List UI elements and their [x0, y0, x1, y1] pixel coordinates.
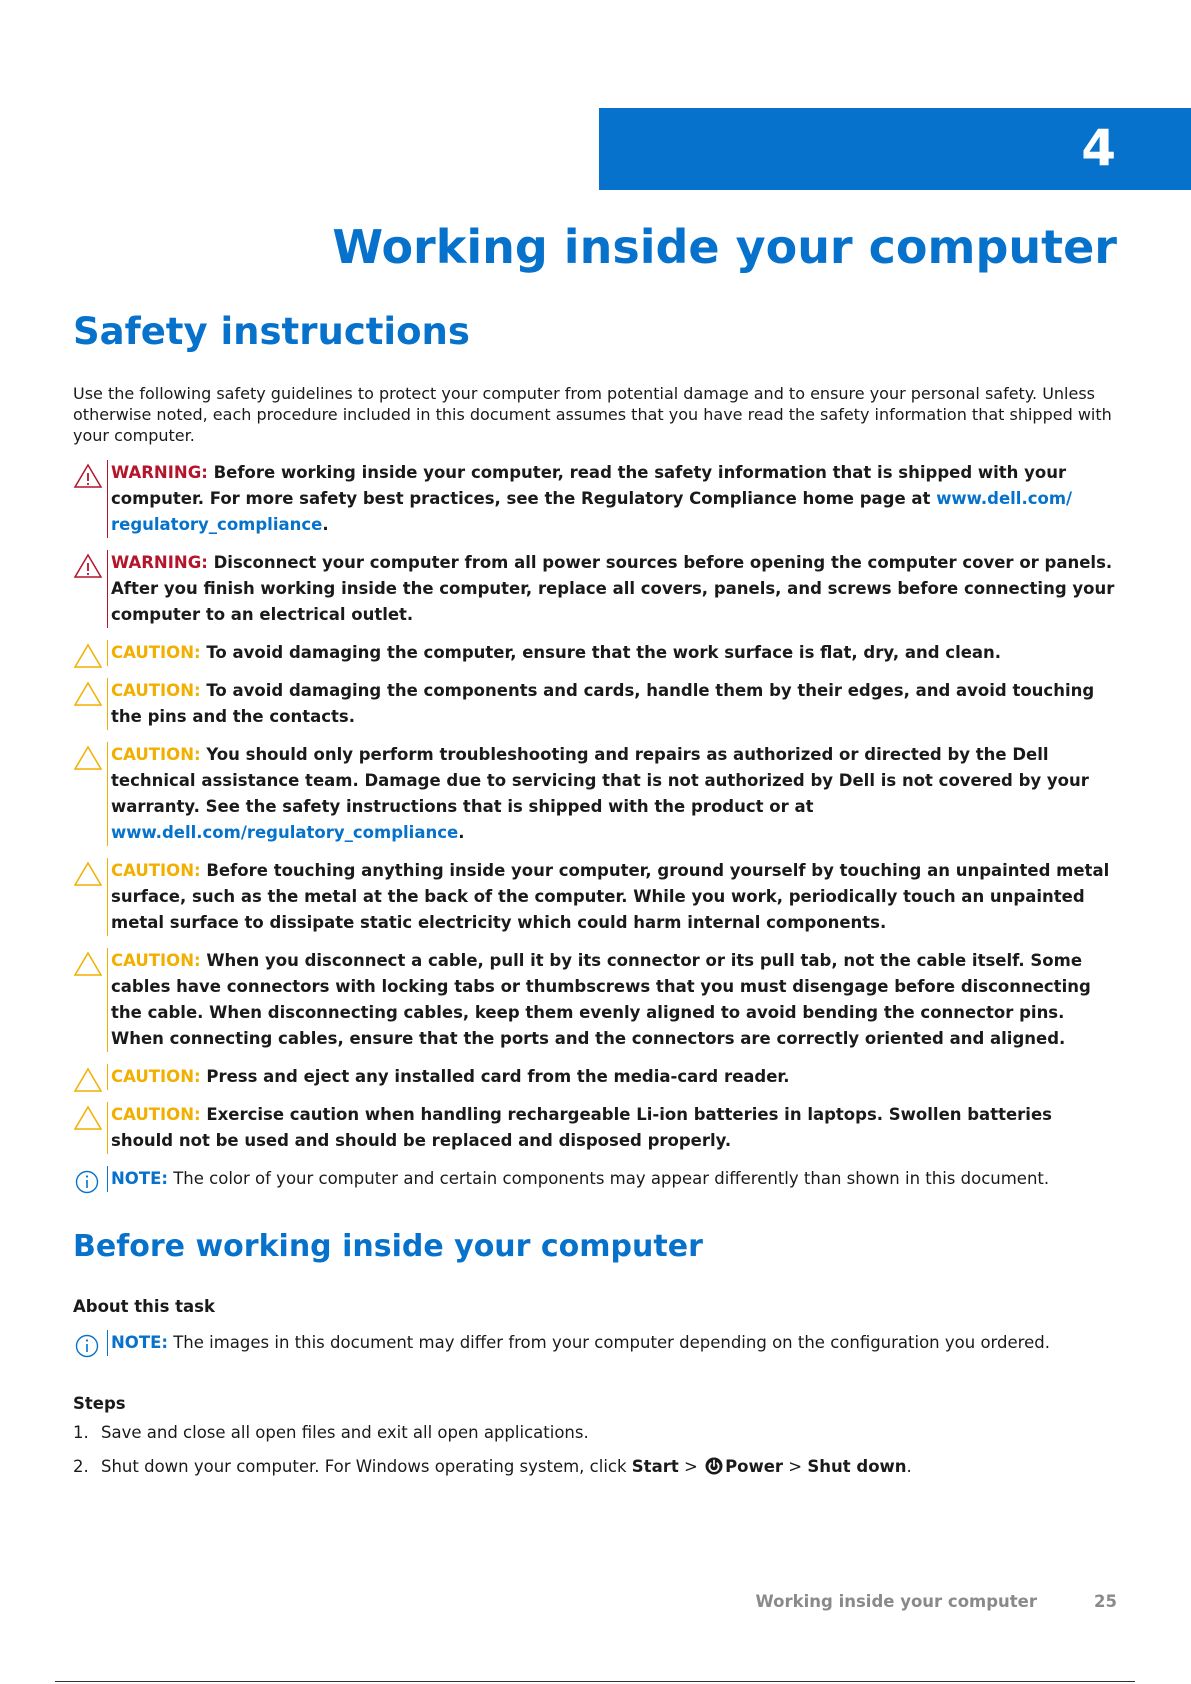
caution-notice: [73, 1102, 1118, 1154]
warning-triangle-icon: [73, 462, 103, 490]
step-text-end: .: [906, 1457, 912, 1476]
steps-list: [73, 1422, 1118, 1490]
info-icon: [73, 1168, 103, 1196]
caution-label: CAUTION:: [111, 745, 201, 764]
caution-label: CAUTION:: [111, 643, 201, 662]
footer-title: Working inside your computer: [755, 1592, 1037, 1611]
path-separator: >: [783, 1457, 808, 1476]
step-text: Shut down your computer. For Windows operating system, click: [101, 1457, 632, 1476]
caution-notice: [73, 640, 1118, 666]
steps-label: Steps: [73, 1394, 126, 1413]
regulatory-compliance-link[interactable]: www.dell.com/regulatory_compliance: [111, 823, 459, 842]
caution-text: When you disconnect a cable, pull it by its connector or its pull tab, not the cable itself. Some cables have connectors with locking tabs or thumbscrews that you must disengage before disconnecting the cable. When disconnecting cables, keep them evenly aligned to avoid bending the connector pins. When connecting cables, ensure that the ports and the connectors are correctly oriented and aligned.: [111, 951, 1091, 1048]
warning-triangle-icon: [73, 552, 103, 580]
caution-text: To avoid damaging the components and cards, handle them by their edges, and avoid touching the pins and the contacts.: [111, 681, 1095, 726]
chapter-title: Working inside your computer: [332, 220, 1117, 274]
warning-label: WARNING:: [111, 463, 208, 482]
caution-triangle-icon: [73, 1066, 103, 1094]
step-number: 1.: [73, 1423, 89, 1442]
before-note-list: [73, 1330, 1118, 1368]
caution-label: CAUTION:: [111, 681, 201, 700]
note-text: The color of your computer and certain components may appear differently than shown in this document.: [173, 1169, 1050, 1188]
shutdown-label: Shut down: [807, 1457, 907, 1476]
caution-text: You should only perform troubleshooting and repairs as authorized or directed by the Dell technical assistance team. Damage due to servicing that is not authorized by Dell is not covered by your warranty. See the safety instructions that is shipped with the product or at: [111, 745, 1089, 816]
section-heading-safety: Safety instructions: [73, 310, 470, 353]
caution-notice: [73, 1064, 1118, 1090]
regulatory-compliance-link[interactable]: www.dell.com/ regulatory_compliance: [111, 489, 1073, 534]
step-text: Save and close all open files and exit all open applications.: [101, 1423, 589, 1442]
start-menu-label: Start: [631, 1457, 679, 1476]
caution-triangle-icon: [73, 642, 103, 670]
section-heading-before: Before working inside your computer: [73, 1229, 703, 1264]
footer-divider: [55, 1681, 1135, 1682]
warning-text-end: .: [322, 515, 329, 534]
caution-triangle-icon: [73, 680, 103, 708]
chapter-number: 4: [1081, 119, 1116, 177]
caution-text: Press and eject any installed card from the media-card reader.: [206, 1067, 790, 1086]
note-notice: [73, 1330, 1118, 1356]
caution-text: To avoid damaging the computer, ensure that the work surface is flat, dry, and clean.: [206, 643, 1002, 662]
warning-notice: [73, 460, 1118, 538]
page-number: 25: [1094, 1592, 1117, 1611]
note-label: NOTE:: [111, 1169, 168, 1188]
note-label: NOTE:: [111, 1333, 168, 1352]
caution-triangle-icon: [73, 744, 103, 772]
safety-intro: Use the following safety guidelines to protect your computer from potential damage and to ensure your personal safety. Unless otherwise noted, each procedure included in this document assumes that you have read the safety information that shipped with your computer.: [73, 384, 1112, 445]
power-icon: [705, 1457, 723, 1475]
caution-triangle-icon: [73, 1104, 103, 1132]
caution-label: CAUTION:: [111, 1067, 201, 1086]
note-notice: [73, 1166, 1118, 1192]
step-item: [73, 1422, 1118, 1444]
info-icon: [73, 1332, 103, 1360]
step-item: [73, 1456, 1118, 1478]
caution-text-end: .: [458, 823, 465, 842]
caution-notice: [73, 858, 1118, 936]
warning-text: Before working inside your computer, read the safety information that is shipped with your computer. For more safety best practices, see the Regulatory Compliance home page at: [111, 463, 1067, 508]
step-number: 2.: [73, 1457, 89, 1476]
warning-notice: [73, 550, 1118, 628]
path-separator: >: [678, 1457, 704, 1476]
caution-triangle-icon: [73, 860, 103, 888]
caution-label: CAUTION:: [111, 861, 201, 880]
notice-list: [73, 460, 1118, 1204]
about-task-label: About this task: [73, 1297, 215, 1316]
caution-notice: [73, 678, 1118, 730]
caution-triangle-icon: [73, 950, 103, 978]
caution-notice: [73, 948, 1118, 1052]
caution-label: CAUTION:: [111, 951, 201, 970]
warning-text: Disconnect your computer from all power sources before opening the computer cover or panels. After you finish working inside the computer, replace all covers, panels, and screws before connecting your computer to an electrical outlet.: [111, 553, 1115, 624]
caution-notice: [73, 742, 1118, 846]
caution-label: CAUTION:: [111, 1105, 201, 1124]
caution-text: Exercise caution when handling rechargeable Li-ion batteries in laptops. Swollen batteries should not be used and should be replaced and disposed properly.: [111, 1105, 1052, 1150]
note-text: The images in this document may differ from your computer depending on the configuration you ordered.: [173, 1333, 1050, 1352]
power-label: Power: [725, 1457, 784, 1476]
chapter-banner: [599, 108, 1191, 190]
caution-text: Before touching anything inside your computer, ground yourself by touching an unpainted metal surface, such as the metal at the back of the computer. While you work, periodically touch an unpainted metal surface to dissipate static electricity which could harm internal components.: [111, 861, 1110, 932]
warning-label: WARNING:: [111, 553, 208, 572]
